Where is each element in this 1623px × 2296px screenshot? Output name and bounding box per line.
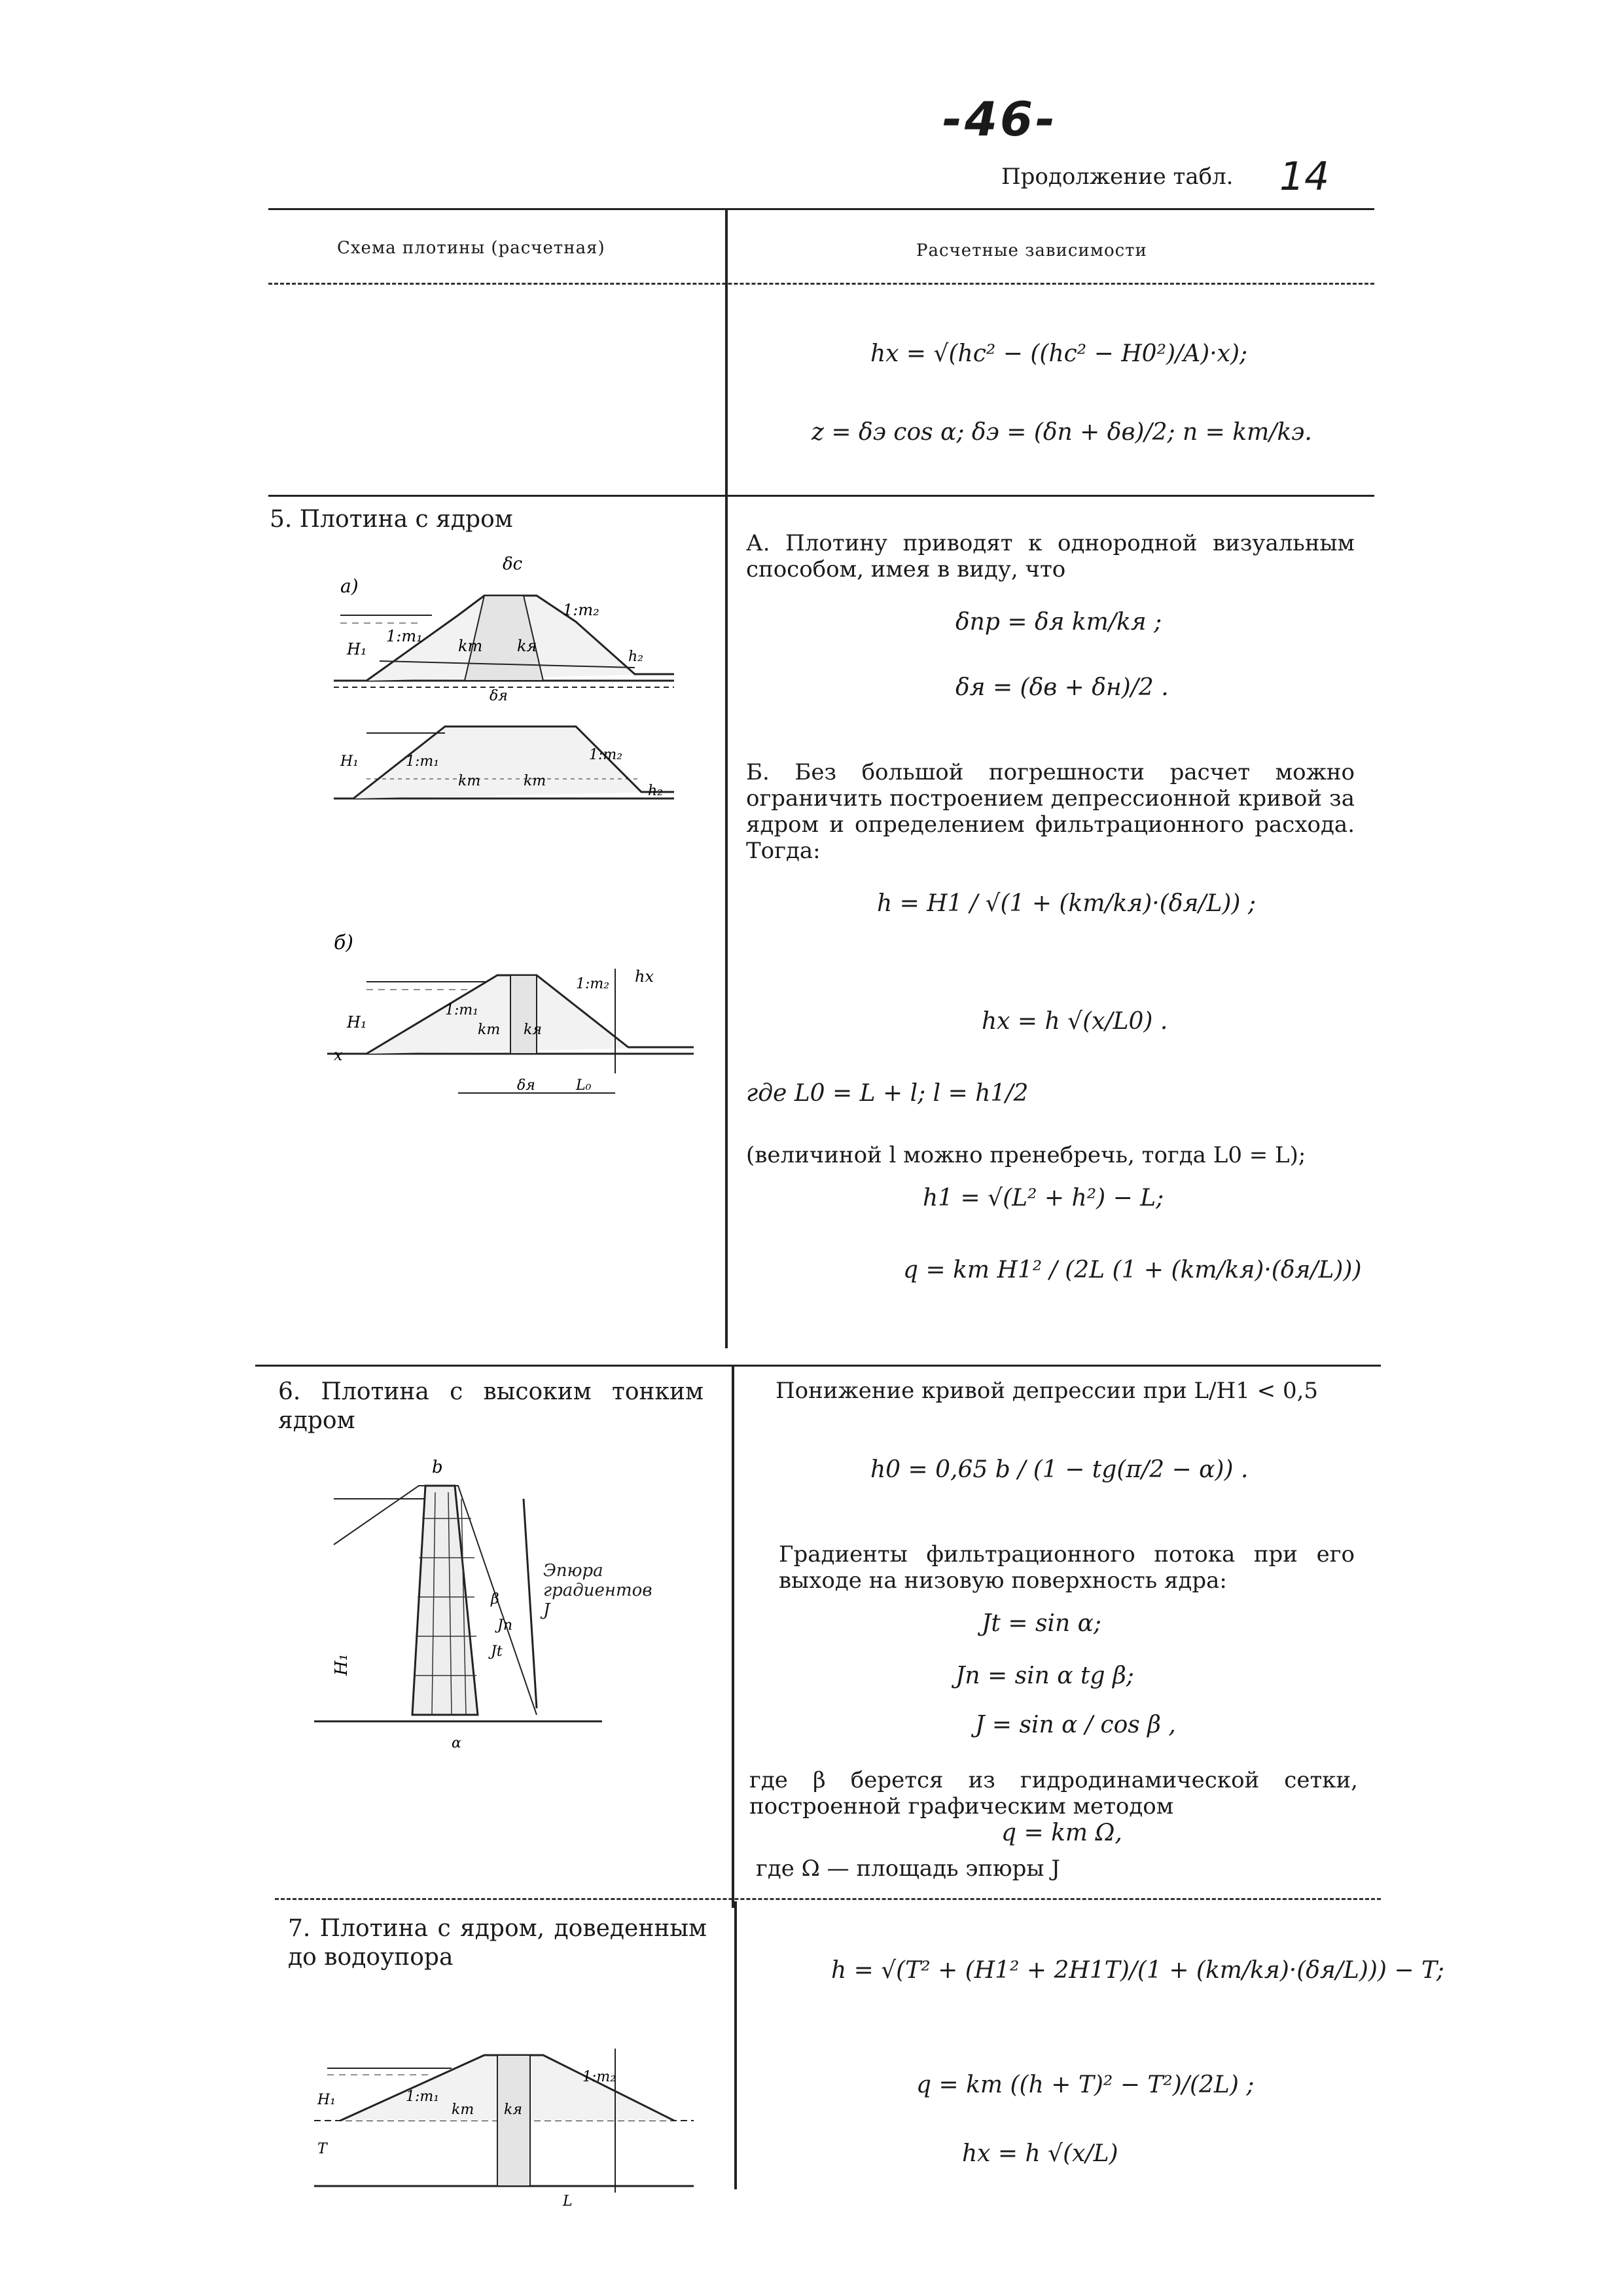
svg-text:Jn: Jn	[497, 1617, 512, 1634]
svg-text:hx: hx	[635, 967, 654, 986]
formula-L0: где L0 = L + l; l = h1/2	[746, 1080, 1029, 1107]
svg-text:δс: δс	[503, 554, 523, 574]
formula-hx-continued: hx = √(hc² − ((hc² − H0²)/A)·x);	[870, 340, 1248, 367]
svg-text:б): б)	[334, 931, 354, 954]
row-divider-3	[275, 1898, 1381, 1900]
row6-text3: где β берется из гидродинамической сетки, построенной графическим методом	[749, 1767, 1358, 1820]
svg-text:kт: kт	[458, 637, 483, 655]
svg-text:β: β	[491, 1591, 499, 1607]
formula-delta-ya: δя = (δв + δн)/2 .	[955, 674, 1169, 701]
svg-text:H₁: H₁	[317, 2092, 336, 2108]
row6-text1: Понижение кривой депрессии при L/H1 < 0,5	[776, 1378, 1319, 1404]
row5-figure-a	[327, 543, 681, 818]
formula-q-row6: q = kт Ω,	[1001, 1820, 1122, 1846]
row5-text-a: А. Плотину приводят к однородной визуальным способом, имея в виду, что	[746, 530, 1355, 583]
header-bottom-rule	[268, 283, 1374, 285]
row6-text4: где Ω — площадь эпюры J	[756, 1856, 1060, 1882]
formula-q-row7: q = kт ((h + T)² − T²)/(2L) ;	[916, 2072, 1255, 2098]
svg-text:h₂: h₂	[628, 649, 643, 665]
formula-h-row7: h = √(T² + (H1² + 2H1T)/(1 + (kт/kя)·(δя/L))) − T;	[831, 1957, 1444, 1984]
formula-hx-row7: hx = h √(x/L)	[962, 2140, 1118, 2167]
column-divider-bottom	[734, 1901, 737, 2189]
formula-z: z = δэ cos α; δэ = (δп + δв)/2; n = kт/kэ.	[812, 419, 1312, 446]
svg-text:1:m₁: 1:m₁	[386, 627, 423, 645]
svg-text:1:m₁: 1:m₁	[406, 2089, 440, 2105]
formula-h1: h1 = √(L² + h²) − L;	[923, 1185, 1164, 1211]
svg-text:T: T	[317, 2141, 327, 2157]
column-divider-lower	[732, 1365, 734, 1908]
formula-h: h = H1 / √(1 + (kт/kя)·(δя/L)) ;	[877, 890, 1257, 917]
svg-text:kт: kт	[478, 1022, 501, 1038]
row7-title: 7. Плотина с ядром, доведенным до водоупора	[288, 1915, 707, 1971]
row-divider-1	[268, 495, 1374, 497]
svg-text:H₁: H₁	[347, 1013, 367, 1031]
svg-text:kя: kя	[504, 2102, 522, 2118]
svg-text:1:m₂: 1:m₂	[582, 2069, 616, 2085]
continuation-label: Продолжение табл.	[1001, 164, 1234, 190]
svg-text:b: b	[432, 1460, 443, 1477]
formula-Jn: Jn = sin α tg β;	[955, 1662, 1134, 1689]
table-top-rule	[268, 208, 1374, 210]
svg-text:Jt: Jt	[491, 1643, 503, 1660]
row6-epure-label: Эпюра градиентов J	[543, 1561, 652, 1620]
svg-text:x: x	[334, 1046, 343, 1064]
svg-text:kя: kя	[517, 637, 537, 655]
svg-text:L: L	[563, 2193, 573, 2210]
svg-text:1:m₁: 1:m₁	[445, 1002, 479, 1018]
svg-text:kт: kт	[524, 773, 546, 789]
row7-figure	[308, 2042, 700, 2212]
formula-hx: hx = h √(x/L0) .	[982, 1008, 1168, 1035]
formula-Jt: Jt = sin α;	[982, 1610, 1102, 1637]
svg-text:1:m₂: 1:m₂	[589, 747, 623, 763]
row-divider-2	[255, 1365, 1381, 1367]
page-number: -46-	[942, 92, 1058, 147]
row6-text2: Градиенты фильтрационного потока при его выходе на низовую поверхность ядра:	[779, 1541, 1355, 1594]
svg-text:H₁: H₁	[347, 640, 367, 658]
svg-text:h₂: h₂	[648, 783, 663, 799]
row5-title: 5. Плотина с ядром	[270, 506, 513, 533]
row6-title: 6. Плотина с высоким тонким ядром	[278, 1378, 704, 1434]
column-divider	[725, 209, 728, 1348]
svg-text:kт: kт	[458, 773, 481, 789]
svg-text:α: α	[452, 1735, 461, 1751]
table-number: 14	[1279, 154, 1330, 200]
formula-J: J = sin α / cos β ,	[975, 1712, 1176, 1738]
formula-h0: h0 = 0,65 b / (1 − tg(π/2 − α)) .	[870, 1456, 1249, 1483]
svg-text:δя: δя	[517, 1077, 535, 1094]
svg-text:L₀: L₀	[576, 1077, 592, 1094]
svg-text:kя: kя	[524, 1022, 542, 1038]
column-header-right: Расчетные зависимости	[916, 241, 1147, 260]
svg-text:H₁: H₁	[340, 753, 359, 770]
svg-text:а): а)	[340, 575, 359, 597]
formula-q-row5: q = kт H1² / (2L (1 + (kт/kя)·(δя/L)))	[903, 1257, 1362, 1283]
svg-text:1:m₁: 1:m₁	[406, 753, 440, 770]
svg-text:kт: kт	[452, 2102, 474, 2118]
column-header-left: Схема плотины (расчетная)	[337, 238, 605, 258]
svg-text:1:m₂: 1:m₂	[576, 976, 610, 992]
svg-text:δя: δя	[490, 688, 508, 704]
formula-delta-pr: δпр = δя kт/kя ;	[955, 609, 1162, 636]
row5-note: (величиной l можно пренебречь, тогда L0 = L);	[746, 1142, 1306, 1168]
svg-text:H₁: H₁	[332, 1653, 351, 1676]
row5-text-b: Б. Без большой погрешности расчет можно ограничить построением депрессионной кривой за ядром и определением фильтрационного расхода. Тогда:	[746, 759, 1355, 864]
row5-figure-b	[327, 929, 694, 1119]
svg-text:1:m₂: 1:m₂	[563, 601, 599, 619]
